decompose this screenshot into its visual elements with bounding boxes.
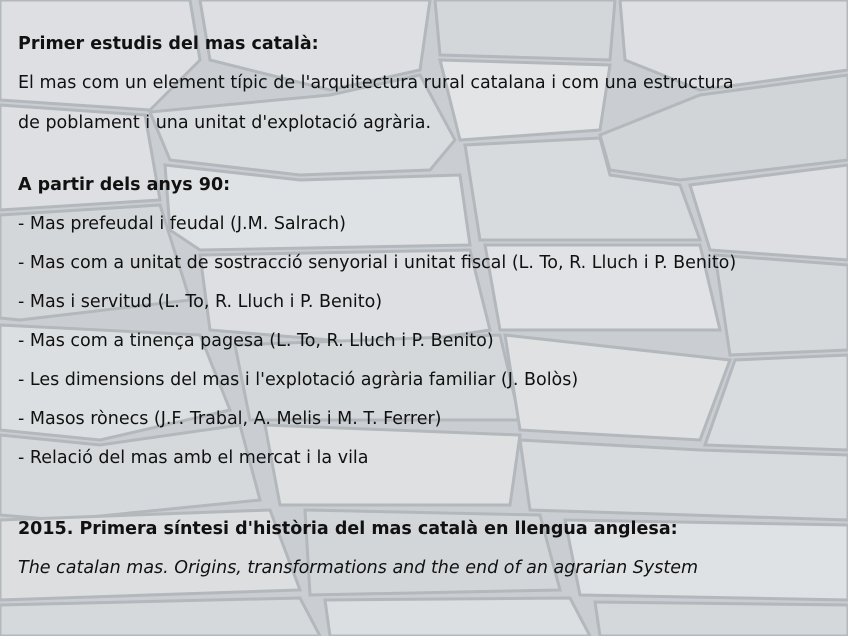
list-item: - Relació del mas amb el mercat i la vila [18,448,369,468]
list-item: - Mas com a unitat de sostracció senyorial i unitat fiscal (L. To, R. Lluch i P. Benito) [18,253,737,273]
section1-heading: Primer estudis del mas català: [18,34,319,54]
list-item: - Masos rònecs (J.F. Trabal, A. Melis i M. T. Ferrer) [18,409,442,429]
list-item: - Les dimensions del mas i l'explotació agrària familiar (J. Bolòs) [18,370,579,390]
section1-text-line1: El mas com un element típic de l'arquitectura rural catalana i com una estructura [18,73,734,93]
section2-heading: A partir dels anys 90: [18,175,231,195]
list-item: - Mas com a tinença pagesa (L. To, R. Lluch i P. Benito) [18,331,494,351]
section3-heading: 2015. Primera síntesi d'història del mas català en llengua anglesa: [18,519,678,539]
list-item: - Mas i servitud (L. To, R. Lluch i P. Benito) [18,292,383,312]
book-title: The catalan mas. Origins, transformations and the end of an agrarian System [18,558,699,578]
list-item: - Mas prefeudal i feudal (J.M. Salrach) [18,214,346,234]
section1-text-line2: de poblament i una unitat d'explotació agrària. [18,113,432,133]
